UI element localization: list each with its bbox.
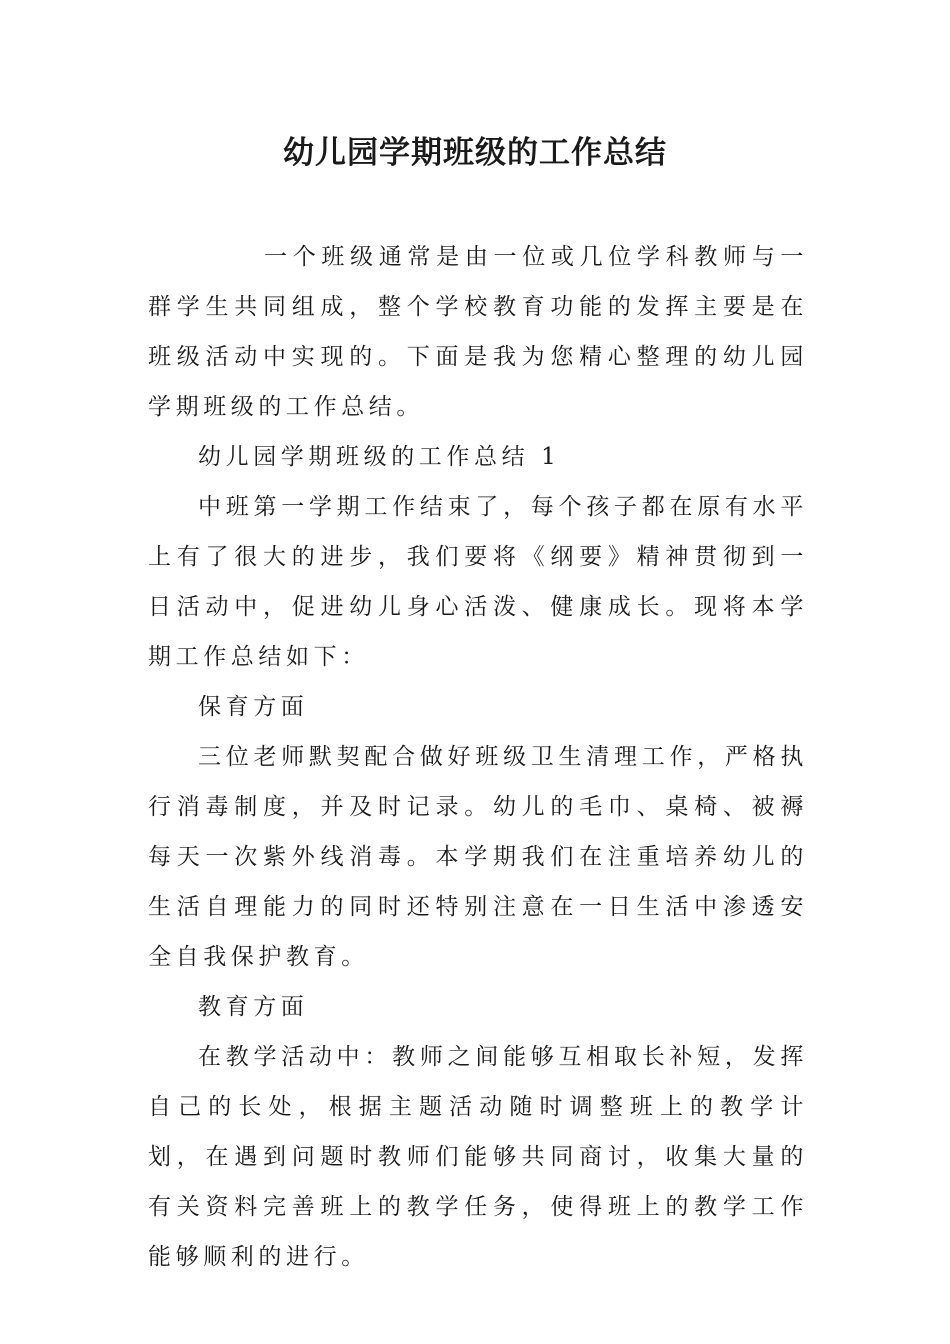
subheading-childcare: 保育方面 [198, 694, 309, 720]
document-body [148, 232, 808, 1282]
document-title: 幼儿园学期班级的工作总结 [283, 135, 667, 171]
intro-paragraph: 一个班级通常是由一位或几位学科教师与一群学生共同组成，整个学校教育功能的发挥主要是在班级活动中实现的。下面是我为您精心整理的幼儿园学期班级的工作总结。 [148, 244, 808, 420]
section-heading-summary-1: 幼儿园学期班级的工作总结 1 [198, 444, 561, 470]
subheading-education: 教育方面 [198, 994, 309, 1020]
summary-opening-paragraph: 中班第一学期工作结束了，每个孩子都在原有水平上有了很大的进步，我们要将《纲要》精神贯彻到一日活动中，促进幼儿身心活泼、健康成长。现将本学期工作总结如下： [148, 494, 808, 670]
education-paragraph: 在教学活动中：教师之间能够互相取长补短，发挥自己的长处，根据主题活动随时调整班上的教学计划，在遇到问题时教师们能够共同商讨，收集大量的有关资料完善班上的教学任务，使得班上的教学工作能够顺利的进行。 [148, 1044, 808, 1270]
childcare-paragraph: 三位老师默契配合做好班级卫生清理工作，严格执行消毒制度，并及时记录。幼儿的毛巾、桌椅、被褥每天一次紫外线消毒。本学期我们在注重培养幼儿的生活自理能力的同时还特别注意在一日生活中渗透安全自我保护教育。 [148, 744, 808, 970]
